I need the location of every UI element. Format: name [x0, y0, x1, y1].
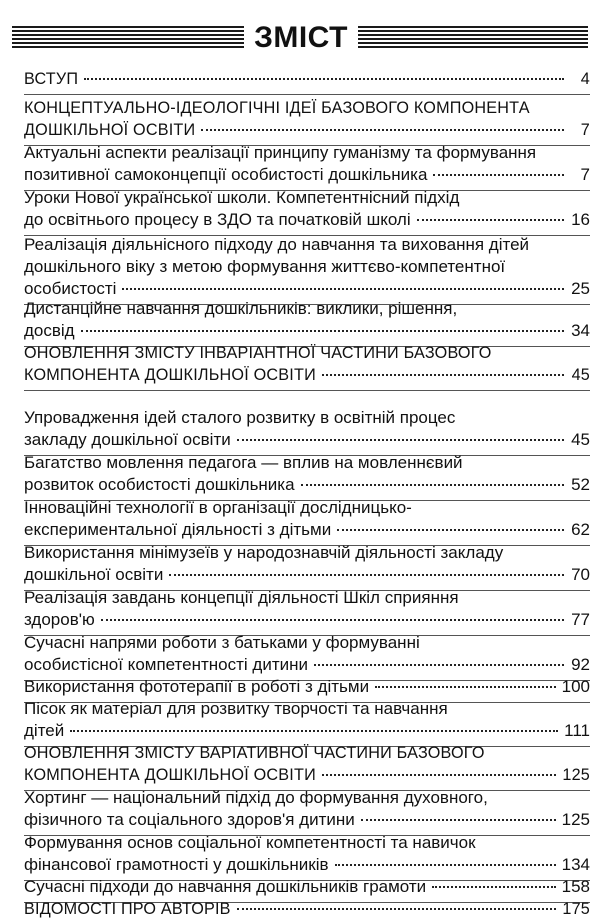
page-number: 7	[580, 165, 590, 184]
entry-last-line	[24, 474, 590, 496]
toc-header	[0, 18, 600, 58]
toc-entry	[24, 542, 590, 586]
dot-leader	[169, 574, 564, 576]
toc-entry	[24, 876, 590, 898]
entry-last-line	[24, 119, 590, 141]
entry-title-text: ВІДОМОСТІ ПРО АВТОРІВ	[24, 900, 231, 918]
header-stripe-left	[12, 26, 244, 48]
entry-last-line	[24, 876, 590, 898]
page-number: 125	[561, 810, 590, 829]
entry-last-line	[24, 68, 590, 90]
toc-entry	[24, 452, 590, 496]
entry-last-line	[24, 764, 590, 786]
toc-entry	[24, 68, 590, 90]
entry-title-text: позитивної самоконцепції особистості дошкільника	[24, 165, 428, 184]
toc-entry	[24, 97, 590, 141]
entry-title-text: досвід	[24, 321, 75, 340]
entry-title-line: ОНОВЛЕННЯ ЗМІСТУ ВАРІАТИВНОЇ ЧАСТИНИ БАЗОВОГО	[24, 744, 485, 762]
entry-last-line	[24, 519, 590, 541]
entry-title-line: Формування основ соціальної компетентності та навичок	[24, 833, 476, 852]
dot-leader	[417, 219, 564, 221]
entry-last-line	[24, 654, 590, 676]
page-number: 125	[562, 766, 590, 784]
dot-leader	[84, 78, 564, 80]
entry-last-line	[24, 209, 590, 231]
dot-leader	[361, 819, 556, 821]
toc-entry	[24, 898, 590, 920]
entry-divider	[24, 390, 590, 391]
dot-leader	[322, 774, 556, 776]
entry-title-line: Уроки Нової української школи. Компетентнісний підхід	[24, 188, 460, 207]
entry-last-line	[24, 429, 590, 451]
dot-leader	[301, 484, 564, 486]
entry-last-line	[24, 278, 590, 300]
entry-title-line: Інноваційні технології в організації дослідницько-	[24, 498, 412, 517]
page-number: 62	[571, 520, 590, 539]
toc-entry	[24, 832, 590, 876]
dot-leader	[70, 730, 558, 732]
entry-title-text: експериментальної діяльності з дітьми	[24, 520, 332, 539]
page-number: 111	[564, 721, 590, 740]
page-number: 7	[580, 121, 590, 139]
entry-title-text: КОМПОНЕНТА ДОШКІЛЬНОЇ ОСВІТИ	[24, 766, 316, 784]
dot-leader	[432, 886, 555, 888]
toc-entry	[24, 187, 590, 231]
entry-last-line	[24, 364, 590, 386]
toc-entry	[24, 587, 590, 631]
toc-entry	[24, 497, 590, 541]
entry-title-text: ДОШКІЛЬНОЇ ОСВІТИ	[24, 121, 196, 139]
toc-entry	[24, 342, 590, 386]
entry-title-text: Сучасні підходи до навчання дошкільників грамоти	[24, 877, 427, 896]
entry-title-line: Реалізація завдань концепції діяльності Шкіл сприяння	[24, 588, 459, 607]
entry-last-line	[24, 720, 590, 742]
entry-divider	[24, 94, 590, 95]
entry-title-line: КОНЦЕПТУАЛЬНО-ІДЕОЛОГІЧНІ ІДЕЇ БАЗОВОГО КОМПОНЕНТА	[24, 99, 530, 117]
dot-leader	[375, 686, 556, 688]
entry-title-text: КОМПОНЕНТА ДОШКІЛЬНОЇ ОСВІТИ	[24, 366, 316, 384]
page-number: 4	[580, 70, 590, 88]
toc-entry	[24, 676, 590, 698]
dot-leader	[237, 439, 564, 441]
page-number: 45	[571, 366, 590, 384]
entry-title-text: дітей	[24, 721, 65, 740]
entry-last-line	[24, 898, 590, 920]
entry-title-text: фізичного та соціального здоров'я дитини	[24, 810, 355, 829]
page-number: 34	[571, 321, 590, 340]
entry-title-line: дошкільного віку з метою формування життєво-компетентної	[24, 257, 506, 276]
toc-entry	[24, 298, 590, 342]
entry-last-line	[24, 320, 590, 342]
entry-title-line: ОНОВЛЕННЯ ЗМІСТУ ІНВАРІАНТНОЇ ЧАСТИНИ БАЗОВОГО	[24, 344, 492, 362]
page-number: 175	[562, 900, 590, 918]
toc-entry	[24, 632, 590, 676]
dot-leader	[314, 664, 564, 666]
entry-last-line	[24, 164, 590, 186]
page-number: 92	[571, 655, 590, 674]
dot-leader	[322, 374, 564, 376]
entry-title-text: ВСТУП	[24, 70, 79, 88]
page-number: 158	[561, 877, 590, 896]
toc-entry	[24, 787, 590, 831]
entry-title-text: здоров'ю	[24, 610, 95, 629]
dot-leader	[433, 174, 564, 176]
entry-title-line: Дистанційне навчання дошкільників: виклики, рішення,	[24, 299, 458, 318]
dot-leader	[201, 129, 564, 131]
dot-leader	[101, 619, 564, 621]
entry-title-text: особистості	[24, 279, 117, 298]
dot-leader	[237, 908, 557, 910]
entry-title-line: Упровадження ідей сталого розвитку в освітній процес	[24, 408, 456, 427]
entry-title-text: фінансової грамотності у дошкільників	[24, 855, 329, 874]
entry-last-line	[24, 854, 590, 876]
toc-entry	[24, 742, 590, 786]
entry-last-line	[24, 609, 590, 631]
entry-title-text: особистісної компетентності дитини	[24, 655, 308, 674]
entry-last-line	[24, 564, 590, 586]
dot-leader	[122, 288, 564, 290]
page-number: 45	[571, 430, 590, 449]
entry-title-text: до освітнього процесу в ЗДО та початковій школі	[24, 210, 411, 229]
dot-leader	[337, 529, 564, 531]
entry-title-text: розвиток особистості дошкільника	[24, 475, 295, 494]
entry-title-line: Хортинг — національний підхід до формування духовного,	[24, 788, 488, 807]
page-number: 52	[571, 475, 590, 494]
entry-last-line	[24, 676, 590, 698]
page-title: ЗМІСТ	[254, 21, 348, 54]
page-number: 77	[571, 610, 590, 629]
page-number: 16	[571, 210, 590, 229]
toc-entry	[24, 407, 590, 451]
entry-title-line: Актуальні аспекти реалізації принципу гуманізму та формування	[24, 143, 537, 162]
entry-last-line	[24, 809, 590, 831]
entry-title-text: дошкільної освіти	[24, 565, 164, 584]
entry-title-text: закладу дошкільної освіти	[24, 430, 231, 449]
entry-title-line: Реалізація діяльнісного підходу до навчання та виховання дітей	[24, 235, 530, 254]
entry-title-text: Використання фототерапії в роботі з дітьми	[24, 677, 370, 696]
page-number: 25	[571, 279, 590, 298]
header-stripe-right	[358, 26, 588, 48]
entry-title-line: Пісок як матеріал для розвитку творчості та навчання	[24, 699, 448, 718]
page-number: 134	[561, 855, 590, 874]
entry-title-line: Багатство мовлення педагога — вплив на мовленнєвий	[24, 453, 463, 472]
page-number: 100	[561, 677, 590, 696]
entry-title-line: Використання мінімузеїв у народознавчій діяльності закладу	[24, 543, 504, 562]
toc-entry	[24, 142, 590, 186]
dot-leader	[335, 864, 556, 866]
dot-leader	[81, 330, 564, 332]
page-number: 70	[571, 565, 590, 584]
entry-title-line: Сучасні напрями роботи з батьками у формуванні	[24, 633, 420, 652]
toc-entry	[24, 234, 590, 300]
toc-entry	[24, 698, 590, 742]
